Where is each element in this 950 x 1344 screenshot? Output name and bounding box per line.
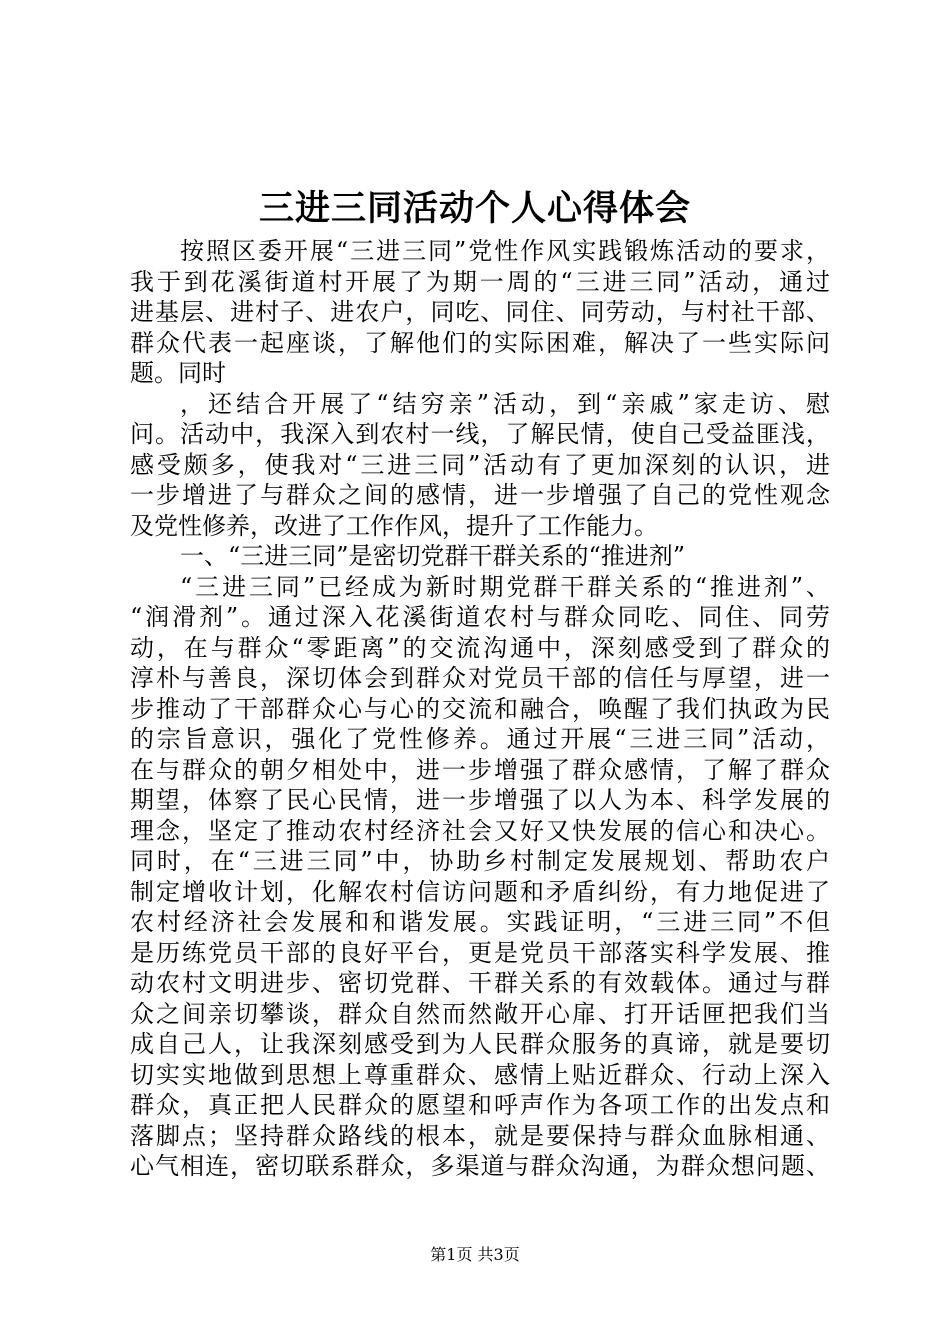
text-line: 步推动了干部群众心与心的交流和融合，唤醒了我们执政为民 [130,694,830,723]
text-line: 同时，在“三进三同”中，协助乡村制定发展规划、帮助农户 [130,847,830,875]
text-line: 成自己人，让我深刻感受到为人民群众服务的真谛，就是要切 [130,1030,830,1058]
text-line: 落脚点；坚持群众路线的根本，就是要保持与群众血脉相通、 [130,1121,830,1150]
text-line: 是历练党员干部的良好平台，更是党员干部落实科学发展、推 [130,938,830,967]
text-line: 的宗旨意识，强化了党性修养。通过开展“三进三同”活动， [130,725,830,753]
text-line: 问。活动中，我深入到农村一线，了解民情，使自己受益匪浅， [130,420,830,448]
text-line: 农村经济社会发展和和谐发展。实践证明，“三进三同”不但 [130,908,830,936]
text-line: 群众代表一起座谈，了解他们的实际困难，解决了一些实际问 [130,328,830,357]
text-line: 动农村文明进步、密切党群、干群关系的有效载体。通过与群 [130,969,830,997]
document-title: 三进三同活动个人心得体会 [258,188,691,229]
text-line: “润滑剂”。通过深入花溪街道农村与群众同吃、同住、同劳 [130,603,830,631]
text-line: 期望，体察了民心民情，进一步增强了以人为本、科学发展的 [130,786,830,814]
page-footer: 第1页 共3页 [430,1245,520,1264]
text-line: 题。同时 [130,359,226,387]
section-heading: 一、“三进三同”是密切党群干群关系的“推进剂” [180,542,686,570]
text-line: 群众，真正把人民群众的愿望和呼声作为各项工作的出发点和 [130,1091,830,1119]
text-line: 心气相连，密切联系群众，多渠道与群众沟通，为群众想问题、 [130,1152,830,1180]
text-line: 感受颇多，使我对“三进三同”活动有了更加深刻的认识，进 [130,450,830,479]
text-line: 按照区委开展“三进三同”党性作风实践锻炼活动的要求， [180,237,830,265]
text-line: 理念，坚定了推动农村经济社会又好又快发展的信心和决心。 [130,816,830,845]
text-line: 众之间亲切攀谈，群众自然而然敞开心扉、打开话匣把我们当 [130,999,830,1028]
text-line: 动，在与群众“零距离”的交流沟通中，深刻感受到了群众的 [130,633,830,662]
text-line: 在与群众的朝夕相处中，进一步增强了群众感情，了解了群众 [130,755,830,784]
text-line: 制定增收计划，化解农村信访问题和矛盾纠纷，有力地促进了 [130,877,830,906]
text-line: 我于到花溪街道村开展了为期一周的“三进三同”活动，通过 [130,267,830,296]
text-line: 淳朴与善良，深切体会到群众对党员干部的信任与厚望，进一 [130,664,830,692]
document-body [130,236,830,1182]
text-line: 一步增进了与群众之间的感情，进一步增强了自己的党性观念 [130,481,830,509]
text-line: ，还结合开展了“结穷亲”活动，到“亲戚”家走访、慰 [180,389,830,418]
text-line: 切实实地做到思想上尊重群众、感情上贴近群众、行动上深入 [130,1060,830,1089]
text-line: “三进三同”已经成为新时期党群干群关系的“推进剂”、 [180,572,830,601]
text-line: 进基层、进村子、进农户，同吃、同住、同劳动，与村社干部、 [130,298,830,326]
text-line: 及党性修养，改进了工作作风，提升了工作能力。 [130,511,658,540]
